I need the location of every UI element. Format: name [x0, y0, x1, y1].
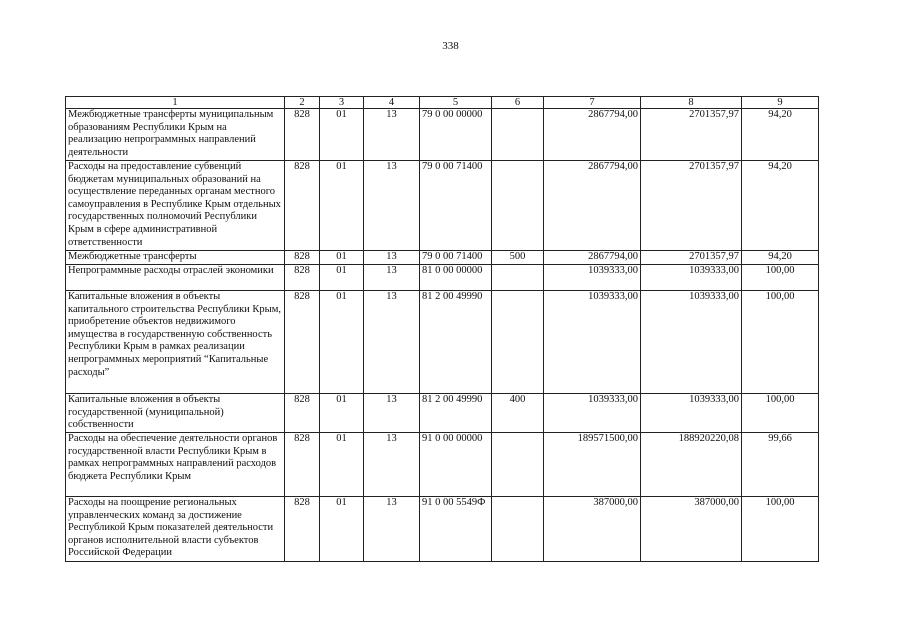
grbs-code-cell: 828 [285, 394, 320, 433]
subsection-code-cell: 13 [364, 109, 420, 161]
target-article-cell: 81 2 00 49990 [420, 394, 492, 433]
expense-name-cell: Расходы на предоставление субвенций бюджетам муниципальных образований на осуществление переданных органам местного самоуправления в Республике Крым отдельных государственных полномочий Республики Крым в сфере административной ответственности [66, 161, 285, 251]
subsection-code-cell: 13 [364, 251, 420, 265]
expense-name-cell: Непрограммные расходы отраслей экономики [66, 265, 285, 291]
expense-name-cell: Межбюджетные трансферты муниципальным образованиям Республики Крым на реализацию непрограммных направлений деятельности [66, 109, 285, 161]
subsection-code-cell: 13 [364, 497, 420, 562]
section-code-cell: 01 [320, 109, 364, 161]
page-number: 338 [442, 40, 459, 52]
table-row [66, 291, 819, 394]
expense-name-cell: Расходы на поощрение региональных управленческих команд за достижение Республикой Крым показателей деятельности органов исполнительной власти субъектов Российской Федерации [66, 497, 285, 562]
plan-amount-cell: 1039333,00 [544, 394, 641, 433]
fact-amount-cell: 2701357,97 [641, 161, 742, 251]
section-code-cell: 01 [320, 265, 364, 291]
header-cell: 2 [285, 97, 320, 109]
fact-amount-cell: 1039333,00 [641, 265, 742, 291]
plan-amount-cell: 2867794,00 [544, 251, 641, 265]
header-cell: 9 [742, 97, 819, 109]
table-row [66, 394, 819, 433]
subsection-code-cell: 13 [364, 394, 420, 433]
expense-type-cell [492, 433, 544, 497]
target-article-cell: 91 0 00 00000 [420, 433, 492, 497]
expense-name-cell: Капитальные вложения в объекты капитального строительства Республики Крым, приобретение объектов недвижимого имущества в государственную собственность Республики Крым в рамках реализации непрограммных мероприятий “Капитальные расходы” [66, 291, 285, 394]
fact-amount-cell: 1039333,00 [641, 394, 742, 433]
expense-type-cell [492, 161, 544, 251]
percent-cell: 100,00 [742, 265, 819, 291]
percent-cell: 94,20 [742, 109, 819, 161]
header-cell: 4 [364, 97, 420, 109]
table-row [66, 251, 819, 265]
expense-type-cell [492, 109, 544, 161]
percent-cell: 94,20 [742, 161, 819, 251]
header-cell: 3 [320, 97, 364, 109]
section-code-cell: 01 [320, 394, 364, 433]
header-cell: 8 [641, 97, 742, 109]
section-code-cell: 01 [320, 497, 364, 562]
plan-amount-cell: 189571500,00 [544, 433, 641, 497]
percent-cell: 100,00 [742, 291, 819, 394]
plan-amount-cell: 387000,00 [544, 497, 641, 562]
subsection-code-cell: 13 [364, 265, 420, 291]
header-cell: 7 [544, 97, 641, 109]
percent-cell: 100,00 [742, 394, 819, 433]
grbs-code-cell: 828 [285, 251, 320, 265]
plan-amount-cell: 1039333,00 [544, 265, 641, 291]
section-code-cell: 01 [320, 251, 364, 265]
plan-amount-cell: 2867794,00 [544, 161, 641, 251]
grbs-code-cell: 828 [285, 161, 320, 251]
plan-amount-cell: 2867794,00 [544, 109, 641, 161]
target-article-cell: 81 0 00 00000 [420, 265, 492, 291]
fact-amount-cell: 2701357,97 [641, 251, 742, 265]
subsection-code-cell: 13 [364, 161, 420, 251]
expense-type-cell: 400 [492, 394, 544, 433]
grbs-code-cell: 828 [285, 433, 320, 497]
grbs-code-cell: 828 [285, 291, 320, 394]
header-cell: 5 [420, 97, 492, 109]
table-row [66, 497, 819, 562]
percent-cell: 94,20 [742, 251, 819, 265]
percent-cell: 100,00 [742, 497, 819, 562]
expense-type-cell: 500 [492, 251, 544, 265]
expense-type-cell [492, 265, 544, 291]
plan-amount-cell: 1039333,00 [544, 291, 641, 394]
header-cell: 1 [66, 97, 285, 109]
header-row [66, 97, 819, 109]
subsection-code-cell: 13 [364, 433, 420, 497]
grbs-code-cell: 828 [285, 265, 320, 291]
table-row [66, 109, 819, 161]
fact-amount-cell: 2701357,97 [641, 109, 742, 161]
header-cell: 6 [492, 97, 544, 109]
fact-amount-cell: 1039333,00 [641, 291, 742, 394]
table-header [66, 97, 819, 109]
table-row [66, 161, 819, 251]
section-code-cell: 01 [320, 433, 364, 497]
target-article-cell: 79 0 00 71400 [420, 251, 492, 265]
fact-amount-cell: 188920220,08 [641, 433, 742, 497]
budget-table [65, 96, 819, 562]
percent-cell: 99,66 [742, 433, 819, 497]
fact-amount-cell: 387000,00 [641, 497, 742, 562]
grbs-code-cell: 828 [285, 109, 320, 161]
expense-type-cell [492, 497, 544, 562]
target-article-cell: 81 2 00 49990 [420, 291, 492, 394]
table-row [66, 265, 819, 291]
section-code-cell: 01 [320, 161, 364, 251]
target-article-cell: 79 0 00 00000 [420, 109, 492, 161]
table-row [66, 433, 819, 497]
section-code-cell: 01 [320, 291, 364, 394]
grbs-code-cell: 828 [285, 497, 320, 562]
subsection-code-cell: 13 [364, 291, 420, 394]
target-article-cell: 79 0 00 71400 [420, 161, 492, 251]
target-article-cell: 91 0 00 5549Ф [420, 497, 492, 562]
expense-name-cell: Межбюджетные трансферты [66, 251, 285, 265]
expense-name-cell: Капитальные вложения в объекты государственной (муниципальной) собственности [66, 394, 285, 433]
expense-type-cell [492, 291, 544, 394]
expense-name-cell: Расходы на обеспечение деятельности органов государственной власти Республики Крым в рамках непрограммных направлений расходов бюджета Республики Крым [66, 433, 285, 497]
